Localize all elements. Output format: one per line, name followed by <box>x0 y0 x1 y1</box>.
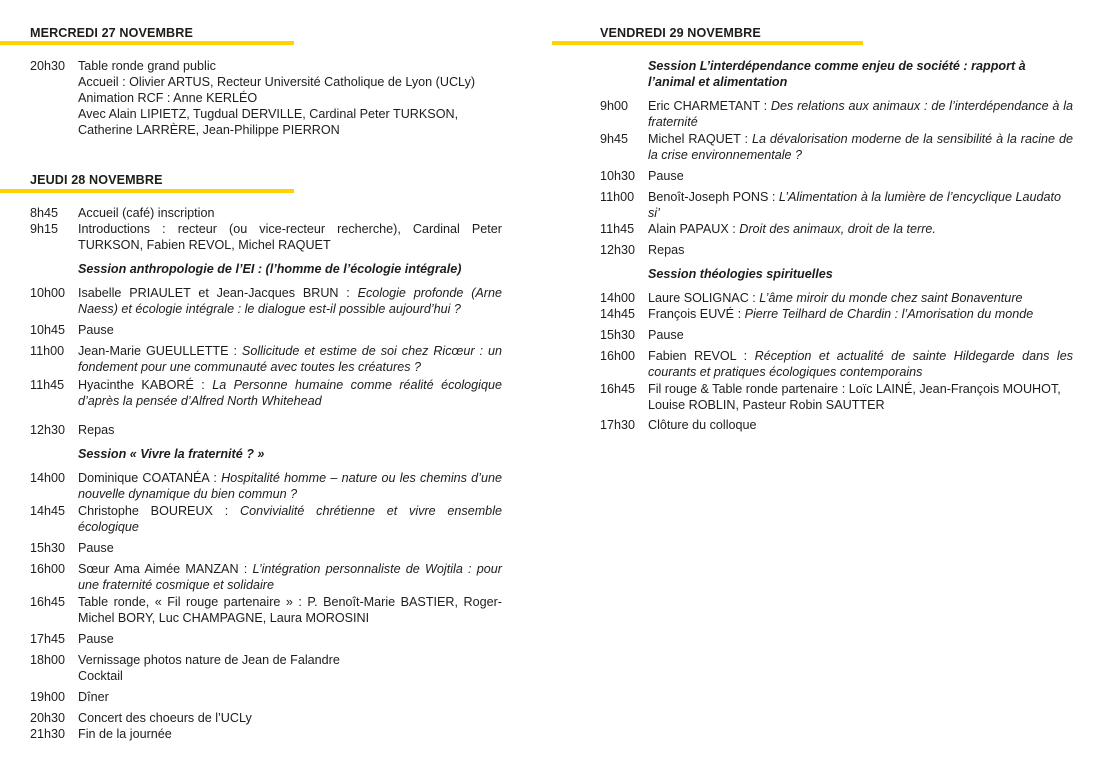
program-item <box>600 327 1073 343</box>
program-item <box>30 58 502 138</box>
item-text <box>648 221 1073 237</box>
program-item <box>30 322 502 338</box>
item-text: Pause <box>648 328 684 342</box>
session-title: Session théologies spirituelles <box>648 267 833 281</box>
time-label: 16h00 <box>600 349 636 363</box>
item-text: Concert des choeurs de l’UCLy <box>78 711 252 725</box>
item-text: Pause <box>78 323 114 337</box>
session-heading <box>30 446 502 462</box>
day-heading-friday: VENDREDI 29 NOVEMBRE <box>600 26 761 40</box>
program-item <box>600 417 1073 433</box>
talk-title: Droit des animaux, droit de la terre. <box>739 222 936 236</box>
item-text <box>648 189 1073 221</box>
program-item <box>30 689 502 705</box>
program-item <box>600 290 1073 306</box>
thu-program <box>30 205 502 742</box>
program-item <box>600 131 1073 163</box>
item-text <box>648 306 1073 322</box>
talk-title: Convivialité chrétienne et vivre ensemble écologique <box>78 504 502 534</box>
item-line: Vernissage photos nature de Jean de Falandre <box>78 653 340 667</box>
talk-title: L’âme miroir du monde chez saint Bonaventure <box>759 291 1023 305</box>
day-heading-wednesday: MERCREDI 27 NOVEMBRE <box>30 26 193 40</box>
item-text: Table ronde, « Fil rouge partenaire » : P. Benoît-Marie BASTIER, Roger-Michel BORY, Luc CHAMPAGNE, Laura MOROSINI <box>78 595 502 625</box>
time-label: 21h30 <box>30 727 66 741</box>
program-item <box>30 652 502 684</box>
talk-title: Pierre Teilhard de Chardin : l’Amorisation du monde <box>744 307 1034 321</box>
speaker: Laure SOLIGNAC : <box>648 291 760 305</box>
item-text <box>648 98 1073 130</box>
program-item <box>30 631 502 647</box>
talk-title: Hospitalité homme – nature ou les chemins d’une nouvelle dynamique du bien commun ? <box>78 471 502 501</box>
talk-title: La dévalorisation moderne de la sensibilité à la racine de la crise environnementale ? <box>648 132 1074 162</box>
item-text <box>78 470 502 502</box>
item-text <box>648 348 1073 380</box>
item-line: Avec Alain LIPIETZ, Tugdual DERVILLE, Cardinal Peter TURKSON, Catherine LARRÈRE, Jean-Philippe PIERRON <box>78 107 459 137</box>
item-text <box>78 285 502 317</box>
program-item <box>600 221 1073 237</box>
item-text <box>78 652 502 684</box>
talk-title: Ecologie profonde (Arne Naess) et écologie intégrale : le dialogue est-il possible aujourd’hui ? <box>78 286 502 316</box>
item-text <box>648 290 1073 306</box>
time-label: 17h45 <box>30 632 66 646</box>
heading-underline <box>552 41 863 45</box>
session-title: Session L’interdépendance comme enjeu de société : rapport à l’animal et alimentation <box>648 59 1026 89</box>
time-label: 20h30 <box>30 711 66 725</box>
item-text <box>78 377 502 409</box>
wed-program <box>30 58 502 138</box>
item-text: Accueil (café) inscription <box>78 206 215 220</box>
program-item <box>600 306 1073 322</box>
time-label: 20h30 <box>30 59 66 73</box>
time-label: 15h30 <box>30 541 66 555</box>
program-item <box>30 422 502 438</box>
time-label: 9h15 <box>30 222 59 236</box>
speaker: Michel RAQUET : <box>648 132 752 146</box>
item-text <box>78 561 502 593</box>
item-text: Dîner <box>78 690 109 704</box>
item-text: Introductions : recteur (ou vice-recteur recherche), Cardinal Peter TURKSON, Fabien REVOL, Michel RAQUET <box>78 222 502 252</box>
item-text: Repas <box>648 243 685 257</box>
time-label: 10h30 <box>600 169 636 183</box>
program-item <box>600 98 1073 130</box>
speaker: Benoît-Joseph PONS : <box>648 190 779 204</box>
time-label: 14h45 <box>30 504 66 518</box>
time-label: 12h30 <box>600 243 636 257</box>
speaker: Christophe BOUREUX : <box>78 504 240 518</box>
program-item <box>600 381 1073 413</box>
item-text: Pause <box>648 169 684 183</box>
program-item <box>30 343 502 375</box>
time-label: 16h00 <box>30 562 66 576</box>
program-item <box>30 285 502 317</box>
program-item <box>30 503 502 535</box>
speaker: Jean-Marie GUEULLETTE : <box>78 344 242 358</box>
program-item <box>600 168 1073 184</box>
item-text: Fil rouge & Table ronde partenaire : Loïc LAINÉ, Jean-François MOUHOT, Louise ROBLIN, Pasteur Robin SAUTTER <box>648 382 1061 412</box>
time-label: 19h00 <box>30 690 66 704</box>
time-label: 15h30 <box>600 328 636 342</box>
time-label: 9h00 <box>600 99 629 113</box>
program-item <box>600 348 1073 380</box>
time-label: 16h45 <box>30 595 66 609</box>
item-text: Clôture du colloque <box>648 418 757 432</box>
item-text <box>78 58 502 138</box>
time-label: 11h45 <box>600 222 635 236</box>
speaker: François EUVÉ : <box>648 307 745 321</box>
program-item <box>30 726 502 742</box>
heading-underline <box>0 189 294 193</box>
program-item <box>30 377 502 409</box>
talk-title: Réception et actualité de sainte Hildegarde dans les courants et pratiques écologiques contemporains <box>648 349 1074 379</box>
time-label: 12h30 <box>30 423 66 437</box>
time-label: 16h45 <box>600 382 636 396</box>
program-item <box>30 710 502 726</box>
time-label: 11h45 <box>30 378 65 392</box>
session-title: Session anthropologie de l’EI : (l’homme de l’écologie intégrale) <box>78 262 462 276</box>
speaker: Alain PAPAUX : <box>648 222 740 236</box>
program-item <box>600 189 1073 221</box>
item-text <box>78 343 502 375</box>
item-line: Cocktail <box>78 669 123 683</box>
time-label: 14h00 <box>600 291 636 305</box>
item-text: Repas <box>78 423 115 437</box>
talk-title: Des relations aux animaux : de l’interdépendance à la fraternité <box>648 99 1073 129</box>
item-text: Pause <box>78 632 114 646</box>
session-title: Session « Vivre la fraternité ? » <box>78 447 265 461</box>
heading-underline <box>0 41 294 45</box>
speaker: Dominique COATANÉA : <box>78 471 222 485</box>
program-item <box>30 205 502 221</box>
item-line: Accueil : Olivier ARTUS, Recteur Université Catholique de Lyon (UCLy) <box>78 75 476 89</box>
time-label: 10h00 <box>30 286 66 300</box>
time-label: 11h00 <box>600 190 635 204</box>
speaker: Fabien REVOL : <box>648 349 755 363</box>
time-label: 17h30 <box>600 418 636 432</box>
talk-title: L’intégration personnaliste de Wojtila : pour une fraternité cosmique et solidaire <box>78 562 502 592</box>
program-item <box>30 221 502 253</box>
speaker: Hyacinthe KABORÉ : <box>78 378 213 392</box>
program-item <box>30 561 502 593</box>
time-label: 8h45 <box>30 206 59 220</box>
day-heading-thursday: JEUDI 28 NOVEMBRE <box>30 173 163 187</box>
time-label: 14h45 <box>600 307 636 321</box>
time-label: 14h00 <box>30 471 66 485</box>
talk-title: Sollicitude et estime de soi chez Ricœur : un fondement pour une communauté avec toutes les créatures ? <box>78 344 502 374</box>
session-heading <box>30 261 502 277</box>
item-text: Pause <box>78 541 114 555</box>
speaker: Sœur Ama Aimée MANZAN : <box>78 562 253 576</box>
program-item <box>600 242 1073 258</box>
program-item <box>30 470 502 502</box>
time-label: 11h00 <box>30 344 65 358</box>
item-text <box>78 503 502 535</box>
item-line: Table ronde grand public <box>78 59 216 73</box>
talk-title: La Personne humaine comme réalité écologique d’après la pensée d’Alfred North Whitehead <box>78 378 502 408</box>
item-text <box>648 131 1073 163</box>
program-item <box>30 594 502 626</box>
item-text: Fin de la journée <box>78 727 172 741</box>
session-heading <box>600 58 1073 90</box>
time-label: 10h45 <box>30 323 66 337</box>
time-label: 9h45 <box>600 132 629 146</box>
talk-title: L’Alimentation à la lumière de l’encyclique Laudato si’ <box>648 190 1062 220</box>
program-item <box>30 540 502 556</box>
time-label: 18h00 <box>30 653 66 667</box>
speaker: Isabelle PRIAULET et Jean-Jacques BRUN : <box>78 286 358 300</box>
speaker: Eric CHARMETANT : <box>648 99 771 113</box>
fri-program <box>600 58 1073 433</box>
item-line: Animation RCF : Anne KERLÉO <box>78 91 258 105</box>
session-heading <box>600 266 1073 282</box>
